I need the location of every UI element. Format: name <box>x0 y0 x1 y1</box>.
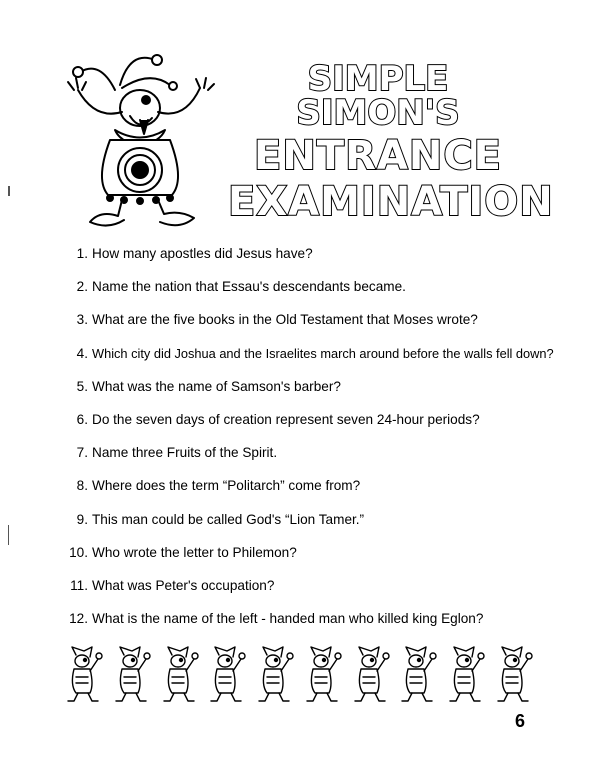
question-number: 3. <box>76 312 88 328</box>
question-text: Who wrote the letter to Philemon? <box>92 544 297 560</box>
question-item <box>62 411 542 444</box>
question-number: 11. <box>70 577 88 593</box>
question-number: 4. <box>76 345 88 361</box>
question-item <box>62 477 542 510</box>
question-text: What was the name of Samson's barber? <box>92 378 341 394</box>
question-number: 2. <box>76 279 88 295</box>
question-item <box>62 345 554 378</box>
jester-illustration <box>60 50 220 230</box>
small-jester-figure <box>398 645 438 705</box>
page-title <box>228 59 554 225</box>
small-jester-figure <box>494 645 534 705</box>
question-text: Do the seven days of creation represent seven 24-hour periods? <box>92 411 480 427</box>
small-jester-figure <box>351 645 391 705</box>
question-item <box>62 444 542 477</box>
question-text: This man could be called God's “Lion Tamer.” <box>92 511 365 527</box>
question-item <box>62 378 542 411</box>
question-text: What is the name of the left - handed man who killed king Eglon? <box>92 611 484 627</box>
question-text: What was Peter's occupation? <box>92 577 275 593</box>
question-number: 1. <box>76 246 88 261</box>
scan-mark <box>8 186 10 196</box>
title-line-3: EXAMINATION <box>228 179 554 225</box>
title-line-2: ENTRANCE <box>254 133 502 179</box>
question-item <box>62 511 542 544</box>
question-number: 5. <box>76 378 88 394</box>
question-item <box>62 577 542 610</box>
question-text: How many apostles did Jesus have? <box>92 246 313 261</box>
question-text: What are the five books in the Old Testament that Moses wrote? <box>92 312 478 328</box>
page-number: 6 <box>514 711 525 731</box>
question-list <box>62 245 554 643</box>
small-jester-figure <box>160 645 200 705</box>
question-number: 8. <box>76 478 88 494</box>
small-jester-figure <box>255 645 295 705</box>
question-number: 12. <box>69 611 88 627</box>
title-line-1: SIMPLE SIMON'S <box>296 59 460 133</box>
question-text: Name three Fruits of the Spirit. <box>92 445 278 461</box>
question-number: 10. <box>69 544 88 560</box>
question-text: Which city did Joshua and the Israelites march around before the walls fell down? <box>92 345 554 361</box>
question-text: Name the nation that Essau's descendants became. <box>92 279 406 295</box>
decorative-figure-row <box>64 645 534 705</box>
scan-mark <box>8 525 9 545</box>
small-jester-figure <box>64 645 104 705</box>
question-item <box>62 278 542 311</box>
small-jester-figure <box>112 645 152 705</box>
question-number: 7. <box>76 445 88 461</box>
question-item <box>62 245 542 278</box>
question-text: Where does the term “Politarch” come from? <box>92 478 361 494</box>
small-jester-figure <box>303 645 343 705</box>
small-jester-figure <box>446 645 486 705</box>
small-jester-figure <box>207 645 247 705</box>
question-item <box>62 544 542 577</box>
question-number: 9. <box>76 511 88 527</box>
question-number: 6. <box>76 411 88 427</box>
question-item <box>62 610 542 643</box>
question-item <box>62 311 542 344</box>
